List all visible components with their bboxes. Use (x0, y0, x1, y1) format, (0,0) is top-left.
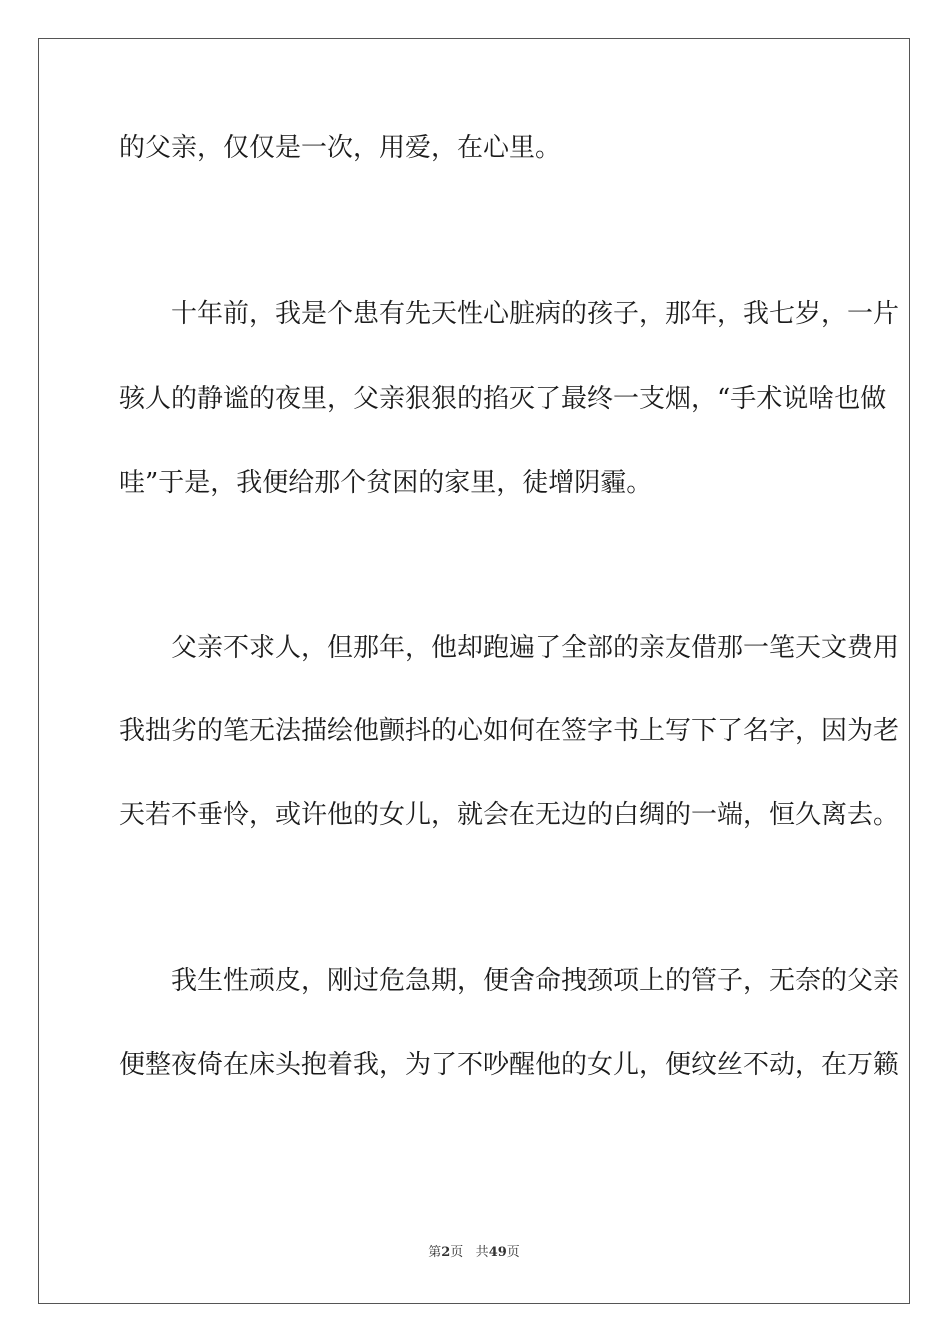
text-line-1: 的父亲，仅仅是一次，用爱，在心里。 (119, 133, 562, 163)
total-prefix: 共 (475, 1245, 489, 1260)
text-line-8: 我生性顽皮，刚过危急期，便舍命拽颈项上的管子，无奈的父亲 (171, 966, 900, 996)
text-line-3: 骇人的静谧的夜里，父亲狠狠的掐灭了最终一支烟，“手术说啥也做 (119, 384, 887, 414)
page-footer (39, 1241, 909, 1260)
text-line-9: 便整夜倚在床头抱着我，为了不吵醒他的女儿，便纹丝不动，在万籁 (119, 1050, 900, 1080)
text-line-6: 我拙劣的笔无法描绘他颤抖的心如何在签字书上写下了名字，因为老 (119, 716, 900, 746)
page-frame (38, 38, 910, 1304)
page-suffix: 页 (450, 1245, 464, 1260)
text-line-7: 天若不垂怜，或许他的女儿，就会在无边的白绸的一端，恒久离去。 (119, 800, 900, 830)
total-suffix: 页 (506, 1245, 520, 1260)
page-number: 2 (441, 1245, 451, 1260)
text-line-5: 父亲不求人，但那年，他却跑遍了全部的亲友借那一笔天文费用 (171, 633, 900, 663)
text-line-4: 哇”于是，我便给那个贫困的家里，徒增阴霾。 (119, 468, 653, 498)
text-line-2: 十年前，我是个患有先天性心脏病的孩子，那年，我七岁，一片 (171, 299, 900, 329)
total-pages: 49 (488, 1245, 507, 1260)
page-prefix: 第 (428, 1245, 442, 1260)
